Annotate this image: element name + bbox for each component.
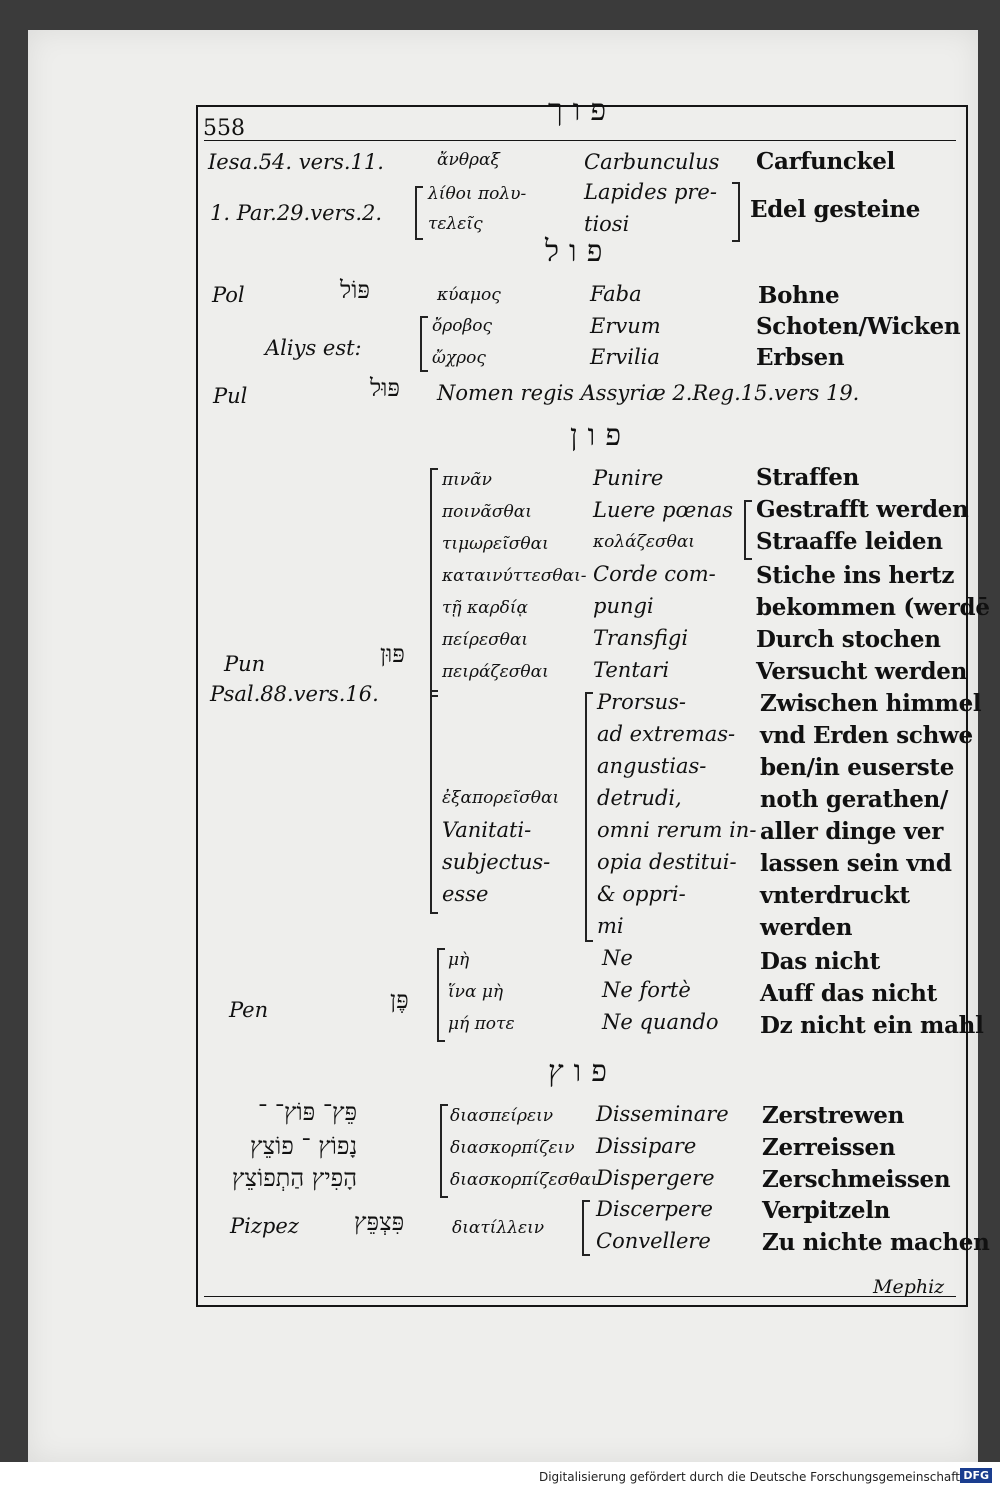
german-line: Zwischen himmel — [760, 690, 982, 717]
german-line: Durch stochen — [756, 626, 941, 653]
greek-line: διασκορπίζειν — [450, 1138, 575, 1158]
hebrew-pizpez: פִּצְפֵּץ — [354, 1208, 405, 1236]
greek-orobos: ὄροβος — [432, 316, 493, 336]
brace-left — [585, 692, 593, 942]
page-number: 558 — [203, 116, 245, 141]
hebrew-pun: פּוּן — [380, 640, 405, 668]
latin-lapides: Lapides pre- — [584, 180, 717, 204]
latin-nomen-regis: Nomen regis Assyriæ 2.Reg.15.vers 19. — [437, 381, 860, 405]
brace-left — [440, 1104, 448, 1198]
latin-ervum: Ervum — [590, 314, 661, 338]
german-line: werden — [760, 914, 853, 941]
catchword: Mephiz — [873, 1276, 945, 1298]
latin-line: Tentari — [593, 658, 670, 682]
hebrew-line: נָפוֹץ ־ פוֹצֵץ — [250, 1132, 358, 1160]
german-edel: Edel gesteine — [750, 196, 921, 223]
brace-left — [437, 948, 445, 1042]
latin-line: subjectus- — [442, 850, 551, 874]
latin-line: opia destitui- — [597, 850, 737, 874]
latin-line: Prorsus- — [597, 690, 687, 714]
german-line: vnterdruckt — [760, 882, 910, 909]
latin-carbunculus: Carbunculus — [584, 150, 720, 174]
german-bohne: Bohne — [758, 282, 840, 309]
greek-line: πειράζεσθαι — [442, 662, 549, 682]
latin-line: Discerpere — [596, 1197, 713, 1221]
greek-line: ἵνα μὴ — [448, 982, 504, 1002]
german-line: Gestrafft werden — [756, 496, 969, 523]
greek-line: τῇ καρδίᾳ — [442, 598, 528, 618]
latin-line: Transfigi — [593, 626, 689, 650]
german-line: ben/in euserste — [760, 754, 955, 781]
ref-pizpez: Pizpez — [230, 1214, 299, 1238]
latin-line: Vanitati- — [442, 818, 532, 842]
section-heading-puz: פוץ — [548, 1054, 618, 1089]
section-heading-pul: פול — [545, 234, 613, 269]
hebrew-line: פֵּץ־ פּוֹץ־ ־ — [258, 1098, 358, 1126]
brace-right — [732, 182, 740, 242]
german-line: noth gerathen/ — [760, 786, 949, 813]
greek-line: μὴ — [448, 950, 470, 970]
greek-line: πείρεσθαι — [442, 630, 529, 650]
german-line: Zu nichte machen — [762, 1229, 990, 1256]
latin-line: Ne — [602, 946, 633, 970]
latin-line: mi — [597, 914, 624, 938]
latin-line: Dispergere — [596, 1166, 715, 1190]
section-heading-pun: פון — [570, 418, 632, 453]
greek-line: ποινᾶσθαι — [442, 502, 532, 522]
latin-line: Ne fortè — [602, 978, 691, 1002]
german-line: Straffen — [756, 464, 859, 491]
german-line: Straaffe leiden — [756, 528, 943, 555]
hebrew-pul: פּוּל — [370, 374, 400, 402]
latin-line: Luere pœnas — [593, 498, 734, 522]
latin-line: esse — [442, 882, 489, 906]
digitization-credit: Digitalisierung gefördert durch die Deutsche Forschungsgemeinschaft — [538, 1470, 960, 1484]
dfg-logo: DFG — [960, 1468, 992, 1483]
german-line: Dz nicht ein mahl — [760, 1012, 984, 1039]
greek-anthrax: ἄνθραξ — [437, 150, 500, 170]
latin-line: angustias- — [597, 754, 707, 778]
page-heading-hebrew: פוך — [548, 93, 617, 128]
ref-iesa: Iesa.54. vers.11. — [208, 150, 384, 174]
latin-line: Punire — [593, 466, 664, 490]
german-line: Versucht werden — [756, 658, 968, 685]
greek-line: κολάζεσθαι — [593, 532, 695, 552]
greek-line: μή ποτε — [448, 1014, 515, 1034]
greek-line: διασπείρειν — [450, 1106, 554, 1126]
greek-lithoi: λίθοι πολυ- — [428, 184, 527, 204]
german-line: bekommen (werdē — [756, 594, 990, 621]
brace-left — [430, 690, 438, 914]
ref-aliys: Aliys est: — [265, 336, 362, 360]
greek-line: καταινύττεσθαι- — [442, 566, 587, 586]
german-schoten: Schoten/Wicken — [756, 313, 961, 340]
latin-line: detrudi, — [597, 786, 682, 810]
german-line: Zerschmeissen — [762, 1166, 951, 1193]
brace-left — [582, 1200, 590, 1256]
german-line: Zerstrewen — [762, 1102, 905, 1129]
latin-line: Corde com- — [593, 562, 716, 586]
greek-line: ἐξαπορεῖσθαι — [442, 788, 560, 808]
latin-line: ad extremas- — [597, 722, 736, 746]
latin-line: Disseminare — [596, 1102, 729, 1126]
german-line: Verpitzeln — [762, 1197, 891, 1224]
german-carfunckel: Carfunckel — [756, 148, 895, 175]
brace-left — [430, 468, 438, 697]
greek-line: διασκορπίζεσθαι — [450, 1170, 598, 1190]
greek-poluteleis: τελεῖς — [428, 214, 483, 234]
latin-line: Dissipare — [596, 1134, 697, 1158]
german-line: Stiche ins hertz — [756, 562, 955, 589]
greek-diatillein: διατίλλειν — [452, 1218, 545, 1238]
greek-kyamos: κύαμος — [437, 285, 501, 305]
latin-line: & oppri- — [597, 882, 686, 906]
ref-par: 1. Par.29.vers.2. — [210, 201, 383, 225]
greek-line: πινᾶν — [442, 470, 492, 490]
ref-psal: Psal.88.vers.16. — [210, 682, 379, 706]
greek-ochros: ὤχρος — [432, 348, 486, 368]
german-erbsen: Erbsen — [756, 344, 845, 371]
ref-pol: Pol — [212, 283, 245, 307]
latin-line: Convellere — [596, 1229, 711, 1253]
ref-pen: Pen — [229, 998, 269, 1022]
ref-pun: Pun — [224, 652, 266, 676]
greek-line: τιμωρεῖσθαι — [442, 534, 549, 554]
latin-tiosi: tiosi — [584, 212, 630, 236]
german-line: lassen sein vnd — [760, 850, 952, 877]
hebrew-line: הָפִיץ הַתְפוֹצֵץ — [232, 1164, 358, 1192]
hebrew-pen: פֶּן — [390, 986, 409, 1014]
latin-faba: Faba — [590, 282, 642, 306]
brace-left — [420, 316, 428, 372]
german-line: Auff das nicht — [760, 980, 937, 1007]
latin-line: pungi — [593, 594, 654, 618]
brace-left — [744, 500, 752, 560]
hebrew-pol: פּוֹל — [340, 276, 370, 304]
german-line: vnd Erden schwe — [760, 722, 973, 749]
ref-pul: Pul — [213, 384, 248, 408]
german-line: aller dinge ver — [760, 818, 944, 845]
latin-line: Ne quando — [602, 1010, 719, 1034]
german-line: Das nicht — [760, 948, 880, 975]
brace-left — [415, 186, 423, 240]
latin-ervilia: Ervilia — [590, 345, 660, 369]
latin-line: omni rerum in- — [597, 818, 757, 842]
german-line: Zerreissen — [762, 1134, 896, 1161]
